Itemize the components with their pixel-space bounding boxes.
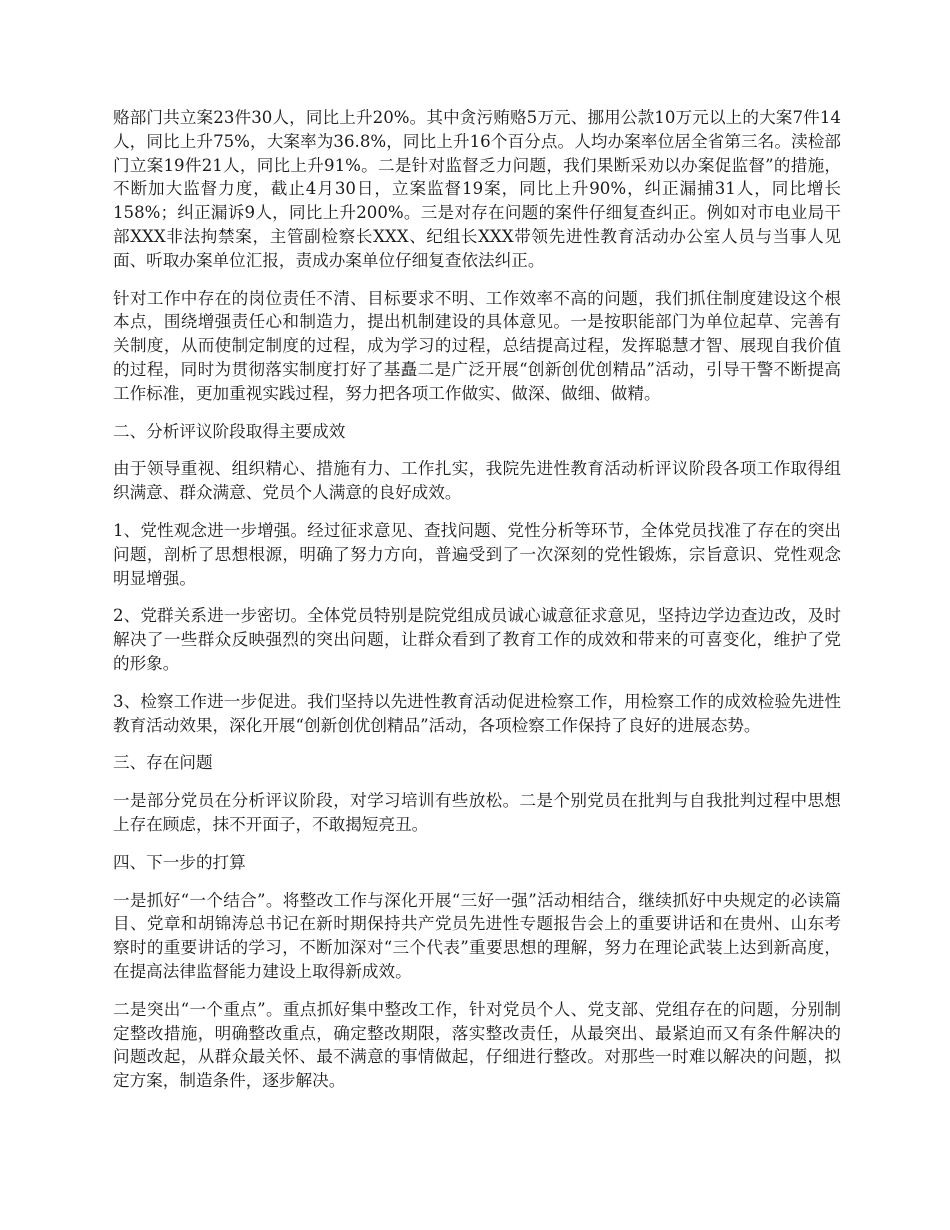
paragraph: 二是突出“一个重点”。重点抓好集中整改工作，针对党员个人、党支部、党组存在的问题，分别制定整改措施，明确整改重点，确定整改期限，落实整改责任，从最突出、最紧迫而又有条件解决的问题改起，从群众最关怀、最不满意的事情做起，仔细进行整改。对那些一时难以解决的问题，拟定方案，制造条件，逐步解决。 — [113, 999, 841, 1091]
paragraph: 一是部分党员在分析评议阶段，对学习培训有些放松。二是个别党员在批判与自我批判过程中思想上存在顾虑，抹不开面子，不敢揭短亮丑。 — [113, 791, 841, 834]
paragraph: 3、检察工作进一步促进。我们坚持以先进性教育活动促进检察工作，用检察工作的成效检验先进性教育活动效果，深化开展“创新创优创精品”活动，各项检察工作保持了良好的进展态势。 — [113, 691, 841, 735]
section-heading: 四、下一步的打算 — [113, 852, 246, 872]
paragraph: 1、党性观念进一步增强。经过征求意见、查找问题、党性分析等环节，全体党员找准了存在的突出问题，剖析了思想根源，明确了努力方向，普遍受到了一次深刻的党性锻炼，宗旨意识、党性观念明显增强。 — [113, 520, 841, 588]
section-heading: 三、存在问题 — [113, 753, 213, 773]
section-heading: 二、分析评议阶段取得主要成效 — [113, 421, 346, 441]
document-body — [113, 106, 841, 1107]
paragraph: 由于领导重视、组织精心、措施有力、工作扎实，我院先进性教育活动析评议阶段各项工作取得组织满意、群众满意、党员个人满意的良好成效。 — [113, 459, 841, 503]
paragraph: 2、党群关系进一步密切。全体党员特别是院党组成员诚心诚意征求意见，坚持边学边查边改，及时解决了一些群众反映强烈的突出问题，让群众看到了教育工作的成效和带来的可喜变化，维护了党的形象。 — [113, 606, 841, 673]
paragraph: 针对工作中存在的岗位责任不清、目标要求不明、工作效率不高的问题，我们抓住制度建设这个根本点，围绕增强责任心和制造力，提出机制建设的具体意见。一是按职能部门为单位起草、完善有关制度，从而使制定制度的过程，成为学习的过程，总结提高过程，发挥聪慧才智、展现自我价值的过程，同时为贯彻落实制度打好了基矗二是广泛开展“创新创优创精品”活动，引导干警不断提高工作标准，更加重视实践过程，努力把各项工作做实、做深、做细、做精。 — [113, 288, 841, 403]
paragraph: 一是抓好“一个结合”。将整改工作与深化开展“三好一强”活动相结合，继续抓好中央规定的必读篇目、党章和胡锦涛总书记在新时期保持共产党员先进性专题报告会上的重要讲话和在贵州、山东考察时的重要讲话的学习，不断加深对“三个代表”重要思想的理解，努力在理论武装上达到新高度，在提高法律监督能力建设上取得新成效。 — [113, 890, 841, 981]
paragraph: 赂部门共立案23件30人，同比上升20%。其中贪污贿赂5万元、挪用公款10万元以上的大案7件14人，同比上升75%，大案率为36.8%，同比上升16个百分点。人均办案率位居全省第三名。渎检部门立案19件21人，同比上升91%。二是针对监督乏力问题，我们果断采劝以办案促监督”的措施，不断加大监督力度，截止4月30日，立案监督19案，同比上升90%，纠正漏捕31人，同比增长158%；纠正漏诉9人，同比上升200%。三是对存在问题的案件仔细复查纠正。例如对市电业局干部XXX非法拘禁案，主管副检察长XXX、纪组长XXX带领先进性教育活动办公室人员与当事人见面、听取办案单位汇报，责成办案单位仔细复查依法纠正。 — [113, 108, 841, 270]
